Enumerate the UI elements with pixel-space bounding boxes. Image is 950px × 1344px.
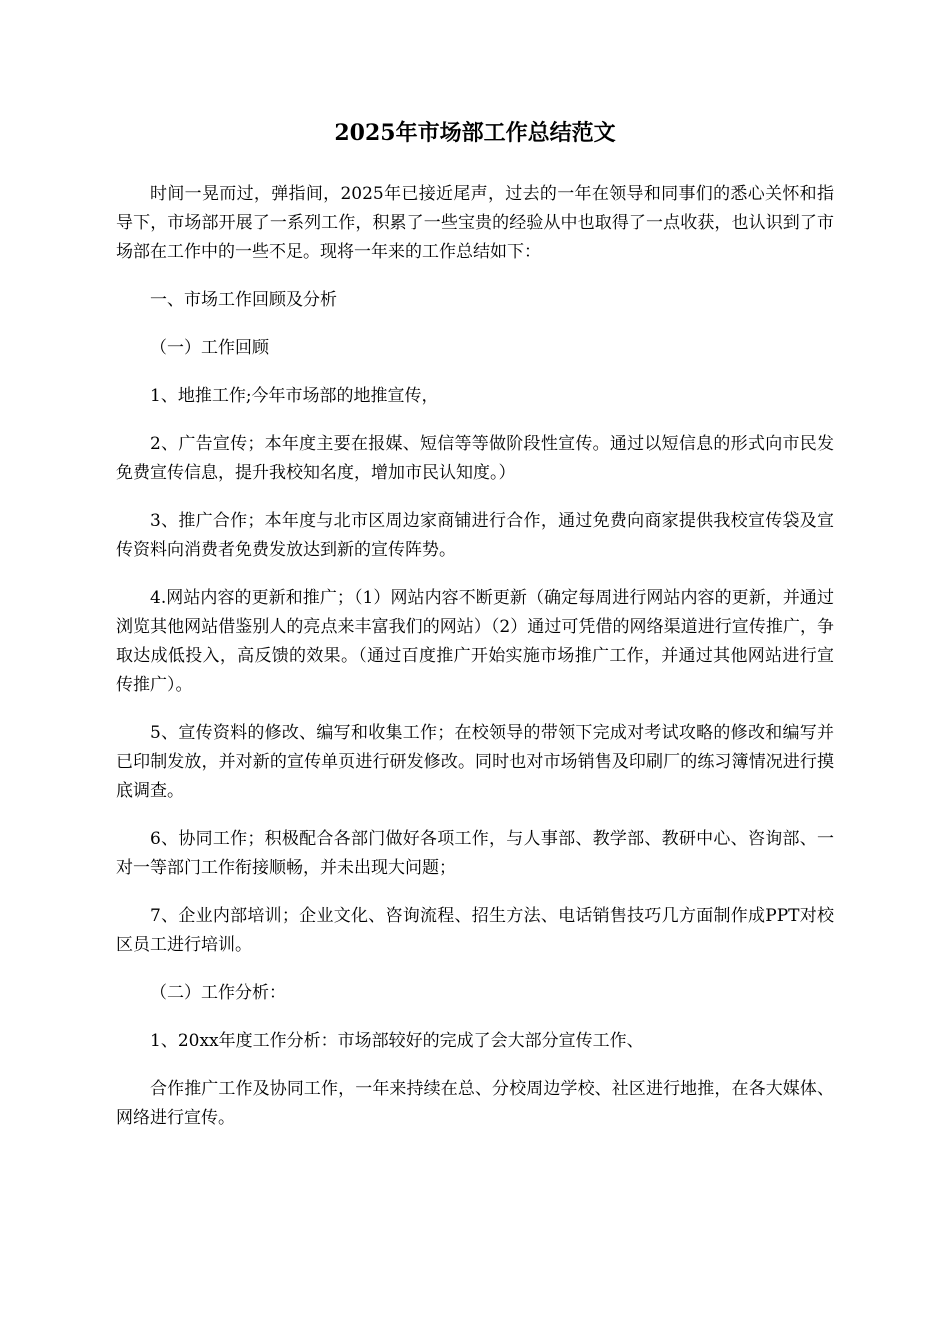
body-paragraph: 3、推广合作；本年度与北市区周边家商铺进行合作，通过免费向商家提供我校宣传袋及宣传资料向消费者免费发放达到新的宣传阵势。 [116, 511, 834, 560]
body-paragraph: 6、协同工作；积极配合各部门做好各项工作，与人事部、教学部、教研中心、咨询部、一对一等部门工作衔接顺畅，并未出现大问题； [116, 829, 834, 878]
subsection-heading: （一）工作回顾 [150, 338, 269, 358]
body-paragraph: 合作推广工作及协同工作，一年来持续在总、分校周边学校、社区进行地推，在各大媒体、网络进行宣传。 [116, 1079, 834, 1128]
section-heading: 一、市场工作回顾及分析 [150, 290, 337, 310]
subsection-heading: （二）工作分析： [150, 983, 286, 1003]
body-paragraph: 5、宣传资料的修改、编写和收集工作；在校领导的带领下完成对考试攻略的修改和编写并已印制发放，并对新的宣传单页进行研发修改。同时也对市场销售及印刷厂的练习簿情况进行摸底调查。 [116, 723, 834, 801]
body-paragraph: 2、广告宣传；本年度主要在报媒、短信等等做阶段性宣传。通过以短信息的形式向市民发免费宣传信息，提升我校知名度，增加市民认知度。） [116, 434, 834, 483]
body-paragraph: 4.网站内容的更新和推广；（1）网站内容不断更新（确定每周进行网站内容的更新，并通过浏览其他网站借鉴别人的亮点来丰富我们的网站）（2）通过可凭借的网络渠道进行宣传推广，争取达成低投入，高反馈的效果。（通过百度推广开始实施市场推广工作，并通过其他网站进行宣传推广）。 [116, 588, 834, 695]
document-body [116, 180, 834, 1152]
document-title: 2025年市场部工作总结范文 [334, 120, 616, 146]
body-paragraph: 1、20xx年度工作分析：市场部较好的完成了会大部分宣传工作、 [150, 1031, 644, 1051]
body-paragraph: 7、企业内部培训；企业文化、咨询流程、招生方法、电话销售技巧几方面制作成PPT对校区员工进行培训。 [116, 906, 834, 955]
body-paragraph: 1、地推工作;今年市场部的地推宣传， [150, 386, 439, 406]
intro-paragraph: 时间一晃而过，弹指间，2025年已接近尾声，过去的一年在领导和同事们的悉心关怀和指导下，市场部开展了一系列工作，积累了一些宝贵的经验从中也取得了一点收获，也认识到了市场部在工作中的一些不足。现将一年来的工作总结如下： [116, 184, 834, 262]
